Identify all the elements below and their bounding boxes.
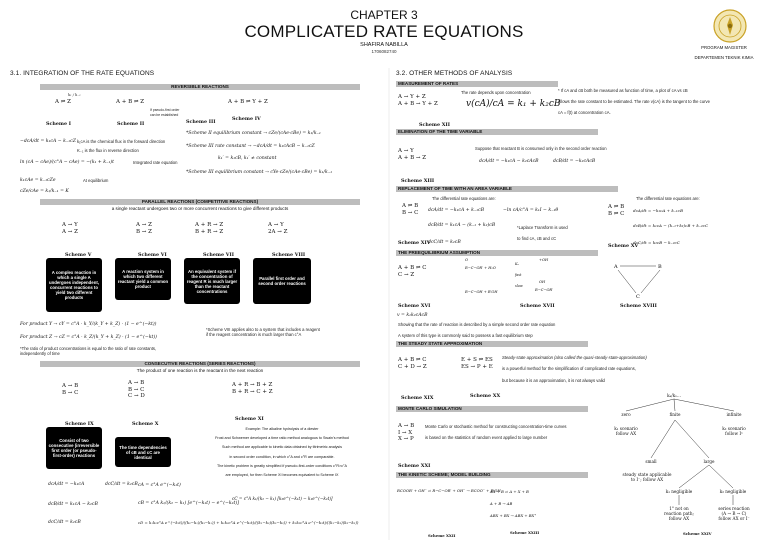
left-section-title: 3.1. INTEGRATION OF THE RATE EQUATIONS	[10, 70, 155, 77]
program-label: PROGRAM MAGISTER	[701, 45, 747, 50]
department-label: DEPARTEMEN TEKNIK KIMIA	[694, 55, 754, 60]
mech-text: Kₐ	[515, 262, 519, 266]
steady-rxn-2: E + S ⇌ ES ES → P + E	[461, 357, 493, 370]
replacement-rxn: A ⇌ B B → C	[402, 203, 419, 216]
tree-zero-note: k₁ scenario follow AX	[614, 426, 638, 436]
eq-x1: dcC/dt = k₂cB	[48, 520, 81, 525]
scheme-ii-rxn: A + B ⇌ Z	[116, 99, 145, 105]
scheme-vii-rxn: A + R → Z B + R → Z	[195, 222, 224, 235]
laplace-note: *Laplace Transform is used	[517, 225, 568, 230]
author-name: SHAFIRA NABILLA	[360, 42, 408, 48]
scheme-viii-label: Scheme VIII	[272, 252, 306, 258]
steady-rxn-1: A + B ⇌ C C + D → Z	[398, 357, 427, 370]
preequilibrium-eq: v = k₁k₂cAcB	[397, 313, 428, 318]
scheme-xiii-label: Scheme XIII	[401, 178, 435, 184]
xi-line: in second order condition, in which c°A and c°R are comparable.	[229, 454, 335, 459]
scheme-ix-rxn: A → B B → C	[62, 383, 79, 396]
scheme-xviii-label: Scheme XVIII	[620, 303, 657, 309]
chapter-label: CHAPTER 3	[350, 8, 418, 22]
replacement-desc: The differential rate equations are:	[432, 196, 496, 201]
scheme-vi-rxn: A → Z B → Z	[136, 222, 152, 235]
consecutive-desc: The product of one reaction is the reactant in the next reaction	[136, 368, 264, 373]
tree-infinite: infinite	[726, 412, 742, 417]
steady-band: THE STEADY STATE APPROXIMATION	[396, 341, 588, 347]
scheme-x-box: The time dependencies of cB and cC are identical	[115, 437, 171, 467]
mech-text: +OH	[539, 258, 549, 262]
integrated-eq: ln (cA − cAe)/(c°A − cAe) = −(k₁ + k₋₁)t	[20, 160, 114, 165]
scheme-xv-eq2: dcB/dt = k₁cA − (k₋₁+k₂)cB + k₋₂cC	[633, 223, 709, 228]
scheme-xvii-label: Scheme XVII	[520, 303, 555, 309]
scheme-x-label: Scheme X	[132, 421, 159, 427]
ratio-note: *The ratio of product concentrations is equal to the ratio of rate constants,	[20, 346, 157, 351]
product-z-eq: For product Z → cZ = c°A · k_Z/(k_Y + k_Z) · (1 − e^(−kt))	[20, 335, 157, 340]
reverse-flux-note: K₋₁ is the flux in reverse direction	[77, 148, 139, 153]
cyclic-mechanism-diagram	[610, 258, 670, 302]
scheme-xix-label: Scheme XIX	[401, 395, 434, 401]
preequilibrium-band: THE PREEQUILIBRIUM ASSUMPTION	[396, 250, 598, 256]
product-y-eq: For product Y → cY = c°A · k_Y/(k_Y + k_Z) · (1 − e^(−kt))	[20, 322, 157, 327]
replacement-eq4: −ln cA/c°A = k₁I − k₋₁θ	[503, 208, 559, 213]
scheme-vii-label: Scheme VII	[203, 252, 234, 258]
scheme-v-label: Scheme V	[65, 252, 92, 258]
scheme-ix-label: Scheme IX	[65, 421, 94, 427]
scheme-xxiv-label: Scheme XXIV	[683, 531, 712, 536]
scheme-xvi-label: Scheme XVI	[398, 303, 431, 309]
scheme-ii-cond2: can be established	[150, 113, 179, 117]
svg-text:B: B	[658, 264, 662, 270]
right-section-title: 3.2. OTHER METHODS OF ANALYSIS	[396, 70, 513, 77]
reversible-band: REVERSIBLE REACTIONS	[40, 84, 360, 90]
scheme-vii-box: An equivalent system if the concentration of reagent R is much larger than the reactant concentrations	[184, 258, 240, 304]
tree-root: kₐ/kₓ...	[667, 393, 681, 398]
scheme-iii-eq: *Scheme III rate constant → −dcA/dt = k₁cAcB − k₋₁cZ	[186, 144, 315, 149]
university-seal-icon	[712, 8, 748, 44]
preequilibrium-rxn: A + B ⇌ C C → Z	[398, 265, 427, 278]
measurement-note-2: allows the rate constant to be estimated. The rate v(cA) is the tangent to the curve	[558, 99, 710, 104]
ratio-note-2: independently of time	[20, 351, 60, 356]
preequilibrium-desc-1: Showing that the rate of reaction is described by a simple second order rate equation	[398, 322, 556, 327]
consecutive-band: CONSECUTIVE REACTIONS (SERIES REACTIONS)	[40, 361, 360, 367]
mech-text: R−C−OR′ + H₂O	[465, 266, 496, 270]
scheme-xxiii-label: Scheme XXIII	[510, 530, 540, 535]
scheme-xx-label: Scheme XX	[470, 393, 501, 399]
mech-text: OH	[539, 280, 546, 284]
mech-text: fast	[515, 273, 522, 277]
parallel-desc: a single reactant undergoes two or more concurrent reactions to give different products	[111, 206, 289, 211]
laplace-note-2: to find cA, cB and cC	[517, 236, 557, 241]
eq-ix1: dcA/dt = −k₁cA	[48, 482, 85, 487]
parallel-band: PARALLEL REACTIONS (COMPETITIVE REACTIONS)	[40, 199, 360, 205]
scheme-xv-rxn: A ⇌ B B ⇌ C	[608, 204, 625, 217]
scheme-iii-label: Scheme III	[186, 119, 216, 125]
steady-desc-3: but because it is an approximation, it is not always valid	[502, 378, 605, 383]
tree-inf-note: k₂ scenario follow Iⁿ	[722, 426, 746, 436]
kinetic-rxn-2: AX + B ⇌ A + X + B A + B → AB ABX + BX → ABX + BX⁺	[490, 489, 537, 518]
scheme-viii-box: Parallel first order and second order reactions	[253, 258, 311, 304]
scheme-viii-note: *Scheme VIII applies also to a system that includes a reagent	[206, 327, 320, 332]
scheme-iv-rxn: A + B ⇌ Y + Z	[228, 99, 268, 105]
tree-steady-note: steady state applicable to I⁻; follow AX	[622, 472, 672, 482]
scheme-v-box: A complex reaction in which a single A undergoes independent, concurrent reactions to yield two different products	[46, 258, 102, 312]
elimination-band: ELIMINATION OF THE TIME VARIABLE	[396, 129, 598, 135]
scheme-xiv-label: Scheme XIV	[398, 240, 431, 246]
measurement-desc: The rate depends upon concentration	[461, 90, 531, 95]
elimination-eq1: dcA/dt = −k₁cA − k₂cAcB	[479, 159, 539, 164]
scheme-ix-box: Consist of two consecutive (irreversible first order (or pseudo-first-order) reactions	[46, 427, 102, 469]
scheme-x-rxn: A → B B → C C → D	[128, 380, 145, 399]
integrated-note: Integrated rate equation	[133, 160, 178, 165]
measurement-note-3: cA = f(t) at concentration cA.	[558, 110, 611, 115]
mech-text: R−C−OR′	[535, 288, 553, 292]
measurement-rxn: A → Y + Z A + B → Y + Z	[398, 94, 438, 107]
steady-desc-1: Steady-state approximation (also called the quasi-steady-state-approximation)	[502, 355, 647, 360]
scheme-i-rxn: A ⇌ Z	[55, 99, 71, 105]
tree-k1-neg: k₁ negligible	[665, 489, 693, 494]
mech-text: O	[465, 258, 468, 262]
forward-flux-note: k₁cA is the chemical flux in the forward direction	[77, 139, 166, 144]
sol-c: cC = c°A k₁/(k₂ − k₁) [k₂e^(−k₁t) − k₁e^(−k₂t)]	[232, 496, 333, 501]
equilibrium-note: At equilibrium	[83, 178, 109, 183]
measurement-note-1: * If cA and cB both be measured as function of time, a plot of cA vs cB	[558, 88, 688, 93]
preequilibrium-desc-2: A system of this type is commonly said to possess a fast equilibrium step	[398, 333, 533, 338]
tree-large: large	[703, 459, 715, 464]
scheme-xv-eq1: dcA/dt = −k₁cA + k₋₁cB	[633, 208, 683, 213]
mech-text: R−C−OH + R′OH	[465, 290, 498, 294]
tree-k2-neg: k₂ negligible	[719, 489, 747, 494]
scheme-ii-label: Scheme II	[117, 121, 145, 127]
xi-line: The kinetic problem is greatly simplified if pseudo-first-order conditions c°R>c°A	[217, 463, 347, 468]
scheme-xxii-label: Scheme XXII	[428, 533, 456, 538]
scheme-vi-label: Scheme VI	[138, 252, 167, 258]
scheme-xv-eq3: dcC/dt = k₂cB − k₋₂cC	[633, 240, 680, 245]
xi-line: Such method are applicable to kinetic data obtained by titrimetric analysis	[222, 445, 342, 450]
scheme-viii-note-2: if the reagent concentration is much larger than c°A	[206, 332, 302, 337]
replacement-eq3: dcC/dt = k₂cB	[428, 240, 461, 245]
scheme-xxi-label: Scheme XXI	[398, 463, 431, 469]
montecarlo-rxn: A → B I → X X → P	[398, 423, 415, 442]
measurement-band: MEASUREMENT OF RATES	[396, 81, 558, 87]
tree-zero: zero	[621, 412, 631, 417]
elimination-eq2: dcB/dt = −k₂cAcB	[553, 159, 596, 164]
scheme-xi-label: Scheme XI	[235, 416, 264, 422]
svg-text:C: C	[636, 294, 640, 300]
mech-text: slow	[515, 284, 523, 288]
montecarlo-band: MONTE CARLO SIMULATION	[396, 406, 588, 412]
scheme-v-rxn: A → Y A → Z	[62, 222, 78, 235]
ester-mechanism	[463, 258, 593, 302]
sol-a: cA = c°A e^(−k₁t)	[138, 483, 181, 488]
scheme-iii-eq2: k₁′ = k₁cB, k₁′ ≠ constant	[218, 156, 277, 161]
montecarlo-desc-1: Monte Carlo or stochastic method for constructing concentration-time curves	[425, 424, 567, 429]
scheme-ii-eq: *Scheme II equilibrium constant → cZe/(cAe·cBe) = k₁/k₋₁	[186, 131, 321, 136]
xi-line: Frost and Schwemer developed a time ratio method analogous to Swain's method	[215, 436, 349, 441]
steady-desc-2: is a powerful method for the simplification of complicated rate equations,	[502, 366, 636, 371]
replacement-band: REPLACEMENT OF TIME WITH AN AREA VARIABLE	[396, 186, 618, 192]
tree-first-order: 1° not on reaction path; follow AX	[664, 506, 694, 521]
tree-finite: finite	[669, 412, 681, 417]
scheme-xi-notes	[192, 425, 372, 480]
scheme-i-label: Scheme I	[46, 121, 71, 127]
elimination-rxn: A → Y A + B → Z	[398, 148, 427, 161]
kinetic-rxn-1: RCOOR′ + OH⁻ ⇌ R−C−OR′ + OH⁻ → RCOO⁻ + R′OH	[397, 488, 501, 493]
student-id: 1706082740	[371, 49, 397, 54]
eq-x2: dcC/dt = k₂cB	[105, 482, 138, 487]
reversible-rate-eq: −dcA/dt = k₁cA − k₋₁cZ	[20, 139, 76, 144]
scheme-viii-rxn: A → Y 2A → Z	[268, 222, 288, 235]
scheme-ii-cond: If pseudo-first order	[150, 108, 180, 112]
page-title: COMPLICATED RATE EQUATIONS	[244, 22, 524, 41]
eq-ix2: dcB/dt = k₁cA − k₂cB	[48, 502, 98, 507]
scheme-iv-label: Scheme IV	[232, 116, 261, 122]
scheme-xii-label: Scheme XII	[419, 122, 450, 128]
scheme-xv-desc: The differential rate equations are:	[636, 196, 700, 201]
kinetic-band: THE KINETIC SCHEME; MODEL BUILDING	[396, 472, 588, 478]
elimination-desc: Suppose that reactant B is consumed only in the second order reaction	[475, 146, 607, 151]
scheme-xi-rxn: A + R → B + Z B + R → C + Z	[232, 382, 273, 395]
scheme-iv-eq: *Scheme III equilibrium constant → cYe·cZe/(cAe·cBe) = k₁/k₋₁	[186, 170, 333, 175]
cycle-icon	[610, 258, 670, 302]
montecarlo-desc-2: is based on the statistics of random event applied to large number	[425, 435, 548, 440]
scheme-vi-box: A reaction system in which two different reactant yield a common product	[115, 258, 171, 300]
svg-text:A: A	[614, 264, 618, 270]
tree-small: small	[645, 459, 657, 464]
sol-b: cB = c°A k₁/(k₂ − k₁) [e^(−k₁t) − e^(−k₂t)]	[138, 501, 239, 506]
eq-rel2: cZe/cAe = k₁/k₋₁ = K	[20, 189, 69, 194]
measurement-eq: v(cA)/cA = k₁ + k₂cB	[466, 99, 561, 109]
scheme-xv-label: Scheme XV	[608, 243, 639, 249]
tree-series: series reaction (A → B → C) follow AX or I⁻	[718, 506, 750, 521]
xi-line: are employed, for then Scheme XI becomes equivalent to Scheme IX	[225, 473, 339, 478]
xi-line: Example: The alkaline hydrolysis of a diester	[245, 427, 319, 431]
replacement-eq2: dcB/dt = k₁cA − (k₋₁ + k₂)cB	[428, 223, 496, 228]
replacement-eq1: dcA/dt = −k₁cA + k₋₁cB	[428, 208, 485, 213]
eq-rel1: k₁cAe = k₋₁cZe	[20, 178, 56, 183]
sol-d: cD = k₁k₂c°A e^(−k₁t)/((k₂−k₁)(k₃−k₁)) + k₁k₂c°A e^(−k₂t)/((k₁−k₂)(k₃−k₂)) + k₁k₂c°A e^(−k₃t)/((k₁−k₃)(k₂−k₃))	[138, 520, 359, 525]
scheme-i-k: k₁ / k₋₁	[68, 93, 81, 97]
